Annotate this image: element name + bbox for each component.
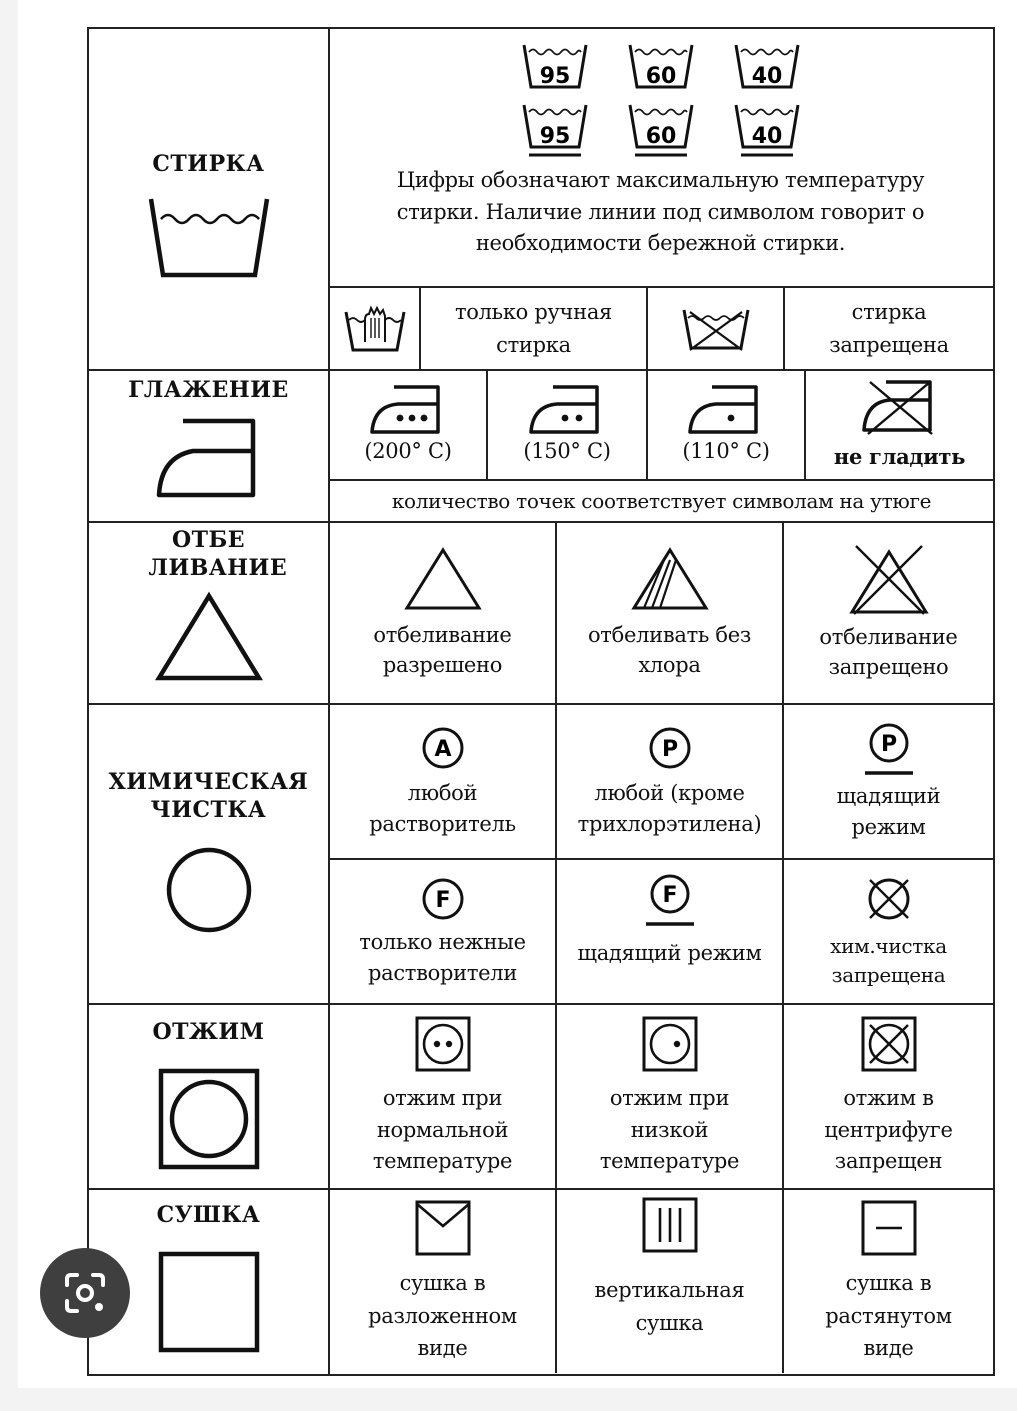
wash-temp-label: 60	[645, 124, 676, 149]
triangle-striped-icon	[630, 546, 710, 612]
iron-temp-label: (110° C)	[682, 438, 770, 463]
iron-150-cell	[488, 371, 646, 479]
spin-normal-label: отжим при нормальной температуре	[372, 1086, 513, 1174]
dry-stretched-cell	[784, 1190, 993, 1374]
dry-flat-icon	[414, 1199, 472, 1257]
wash-temp-label: 95	[539, 64, 570, 89]
bleach-no-chlorine-label: отбеливать без хлора	[587, 622, 752, 677]
spin-normal-cell	[330, 1005, 555, 1188]
wash-tub-icon	[147, 195, 271, 279]
bleach-allowed-cell	[330, 523, 555, 703]
dry-clean-p-cell	[557, 705, 782, 858]
wash-95-gentle-icon	[521, 101, 589, 159]
ironing-header-cell	[89, 371, 328, 521]
dry-flat-line-icon	[860, 1199, 918, 1257]
washing-title: СТИРКА	[152, 151, 265, 177]
drying-title: СУШКА	[156, 1202, 261, 1228]
iron-one-dot-icon	[686, 384, 766, 436]
spin-title: ОТЖИМ	[152, 1019, 265, 1045]
dry-clean-forbidden-label: хим.чистка запрещена	[830, 933, 947, 987]
triangle-icon	[403, 546, 483, 612]
bleach-forbidden-label: отбеливание запрещено	[819, 624, 958, 679]
bleach-triangle-icon	[155, 590, 263, 684]
wash-temps-gentle	[521, 101, 801, 159]
dry-clean-p-gentle-cell	[784, 705, 993, 858]
iron-two-dots-icon	[527, 384, 607, 436]
wash-40-icon	[733, 41, 801, 91]
tumble-dry-icon	[157, 1067, 261, 1171]
iron-three-dots-icon	[368, 384, 448, 436]
bleaching-title: ОТБЕ ЛИВАНИЕ	[148, 527, 288, 581]
lens-icon	[63, 1271, 107, 1315]
wash-temps-normal	[521, 41, 801, 91]
circle-p-underlined-icon	[861, 721, 917, 779]
dry-flat-cell	[330, 1190, 555, 1374]
dry-clean-forbidden-cell	[784, 860, 993, 1003]
solvent-letter: P	[880, 732, 897, 758]
dry-stretched-label: сушка в растянутом виде	[825, 1271, 952, 1361]
spin-forbidden-label: отжим в центрифуге запрещен	[824, 1086, 953, 1174]
spin-forbidden-cell	[784, 1005, 993, 1188]
iron-110-cell	[648, 371, 804, 479]
tumble-two-dots-icon	[414, 1015, 472, 1073]
dry-clean-f-gentle-cell	[557, 860, 782, 1003]
circle-f-icon	[419, 875, 467, 923]
spin-header-cell	[89, 1005, 328, 1188]
no-iron-icon	[860, 378, 940, 436]
dry-clean-header-cell	[89, 705, 328, 1003]
bleaching-header-cell	[89, 523, 328, 703]
drying-square-icon	[157, 1250, 261, 1354]
dry-clean-circle-icon	[163, 844, 255, 936]
washing-header-cell	[89, 29, 328, 369]
bleach-allowed-label: отбеливание разрешено	[373, 622, 512, 677]
spin-low-cell	[557, 1005, 782, 1188]
spin-low-label: отжим при низкой температуре	[599, 1086, 740, 1174]
solvent-letter: A	[433, 737, 452, 763]
ironing-title: ГЛАЖЕНИЕ	[128, 377, 289, 403]
lens-search-button[interactable]	[40, 1248, 130, 1338]
care-symbols-table	[87, 27, 995, 1376]
no-wash-icon	[680, 306, 752, 352]
iron-temp-label: (200° C)	[364, 438, 452, 463]
dry-flat-label: сушка в разложенном виде	[368, 1271, 517, 1361]
dry-clean-any-cell	[330, 705, 555, 858]
dry-clean-f-gentle-label: щадящий режим	[577, 941, 762, 965]
dry-clean-p-label: любой (кроме трихлорэтилена)	[577, 781, 762, 836]
iron-icon	[153, 417, 265, 499]
no-tumble-icon	[860, 1015, 918, 1073]
dry-vertical-cell	[557, 1190, 782, 1374]
hand-wash-icon-cell	[330, 288, 419, 369]
dry-clean-p-gentle-label: щадящий режим	[836, 784, 941, 839]
no-iron-label: не гладить	[833, 443, 966, 469]
bleach-forbidden-cell	[784, 523, 993, 703]
solvent-letter: P	[661, 737, 678, 763]
iron-200-cell	[330, 371, 486, 479]
wash-40-gentle-icon	[733, 101, 801, 159]
no-bleach-icon	[846, 544, 932, 616]
washing-note: Цифры обозначают максимальную температуру стирки. Наличие линии под символом говорит о необходимости бережной стирки.	[396, 168, 925, 255]
dry-vertical-label: вертикальная сушка	[594, 1278, 745, 1335]
hand-wash-label: только ручная стирка	[454, 299, 613, 357]
hand-wash-icon	[343, 304, 407, 354]
solvent-letter: F	[661, 883, 678, 908]
no-wash-label: стирка запрещена	[829, 299, 949, 357]
dry-clean-f-label: только нежные растворители	[359, 930, 526, 985]
solvent-letter: F	[434, 888, 451, 914]
wash-temp-label: 60	[645, 64, 676, 89]
no-dry-clean-icon	[864, 874, 914, 924]
circle-p-icon	[646, 724, 694, 772]
dry-clean-title: ХИМИЧЕСКАЯ ЧИСТКА	[108, 769, 309, 823]
tumble-one-dot-icon	[641, 1015, 699, 1073]
circle-f-underlined-icon	[642, 872, 698, 930]
wash-temp-label: 40	[751, 64, 782, 89]
dry-clean-f-cell	[330, 860, 555, 1003]
ironing-note: количество точек соответствует символам на утюге	[391, 488, 932, 513]
no-iron-cell	[806, 371, 993, 479]
circle-a-icon	[419, 724, 467, 772]
bleach-no-chlorine-cell	[557, 523, 782, 703]
wash-temp-label: 40	[751, 124, 782, 149]
drip-dry-icon	[641, 1196, 699, 1254]
wash-60-gentle-icon	[627, 101, 695, 159]
wash-95-icon	[521, 41, 589, 91]
wash-60-icon	[627, 41, 695, 91]
iron-temp-label: (150° C)	[523, 438, 611, 463]
dry-clean-any-label: любой растворитель	[369, 781, 516, 836]
washing-temps-cell	[328, 29, 993, 286]
no-wash-icon-cell	[648, 288, 783, 369]
wash-temp-label: 95	[539, 124, 570, 149]
